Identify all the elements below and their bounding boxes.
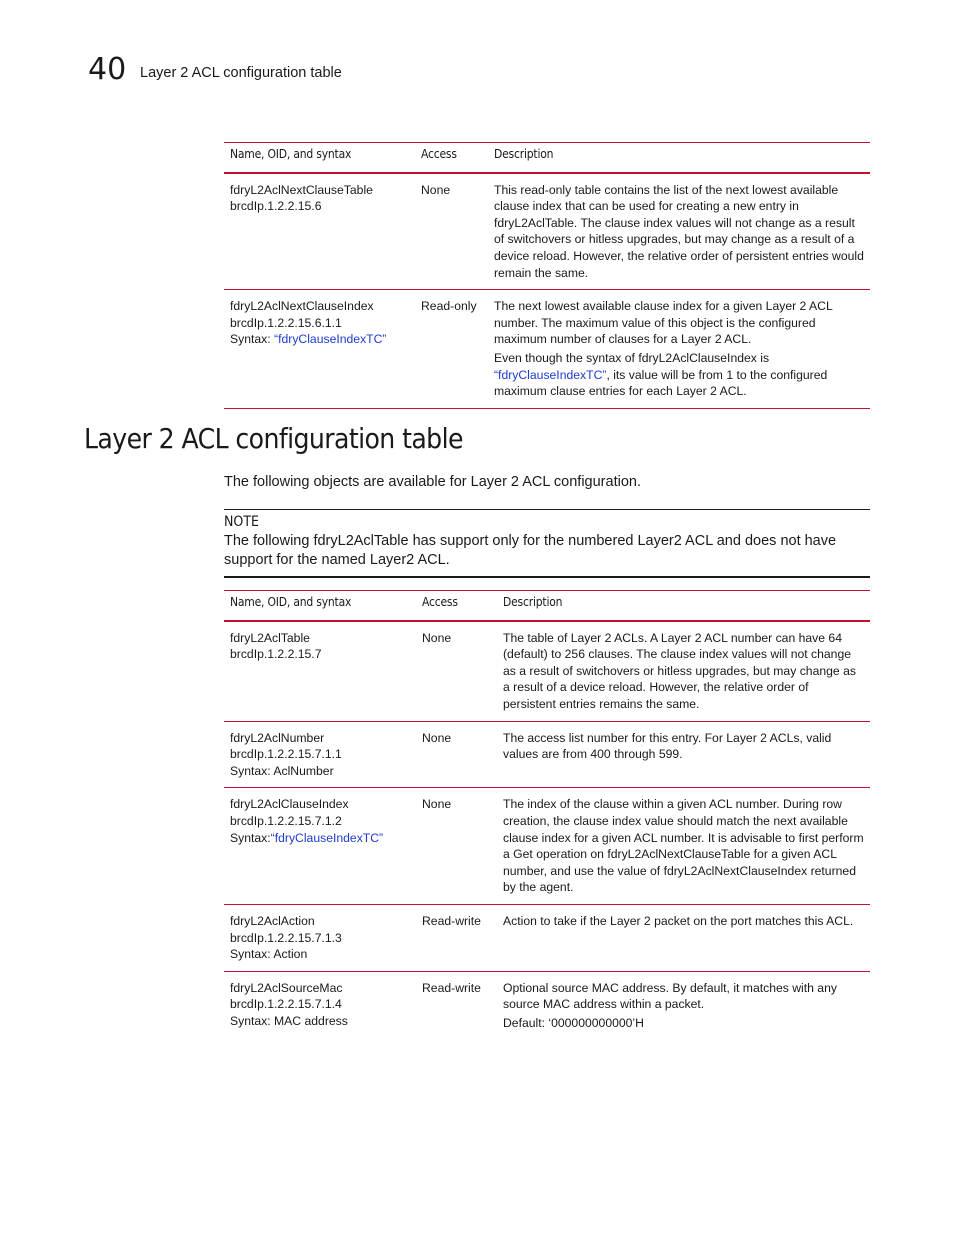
column-header-description: Description (497, 591, 870, 621)
syntax-link[interactable]: “fdryClauseIndexTC” (274, 332, 387, 347)
column-header-description: Description (488, 143, 870, 173)
object-oid: brcdIp.1.2.2.15.7.1.3 (230, 930, 342, 945)
running-header-title: Layer 2 ACL configuration table (140, 65, 342, 81)
object-oid: brcdIp.1.2.2.15.7.1.4 (230, 997, 342, 1012)
description-suffix: , its value will be from 1 to the configured maximum clause entries for each Layer 2 ACL. (494, 367, 828, 399)
object-syntax (230, 830, 410, 847)
table-row (224, 290, 870, 409)
table-row (224, 788, 870, 905)
table-row (224, 971, 870, 1039)
object-syntax: Syntax: MAC address (230, 1013, 348, 1028)
column-header-access: Access (415, 143, 488, 173)
table-row (224, 904, 870, 971)
description-text: The index of the clause within a given ACL number. During row creation, the clause index value should match the next available clause index for a given ACL number. It is advisable to first perform a Get operation on fdryL2AclNextClauseTable for a given ACL number, and use the value of fdryL2AclNextClauseIndex returned by the agent. (503, 797, 864, 895)
chapter-number: 40 (88, 52, 127, 87)
note-text: The following fdryL2AclTable has support only for the numbered Layer2 ACL and does not have support for the named Layer2 ACL. (224, 533, 837, 568)
name-cell (224, 290, 415, 409)
description-text: The table of Layer 2 ACLs. A Layer 2 ACL number can have 64 (default) to 256 clauses. The clause index values will not change as a result of switchovers or hitless upgrades, but may change as a result of a device reload. However, the relative order of persistent entries remains the same. (503, 630, 856, 711)
object-oid: brcdIp.1.2.2.15.7.1.2 (230, 813, 342, 828)
object-name: fdryL2AclClauseIndex (230, 797, 349, 812)
description-cell (488, 173, 870, 290)
description-text: The next lowest available clause index for a given Layer 2 ACL number. The maximum value of this object is the configured maximum number of clauses for a Layer 2 ACL. (494, 299, 833, 347)
column-header-access: Access (416, 591, 497, 621)
description-cell (488, 290, 870, 409)
name-cell (224, 971, 416, 1039)
description-text: Action to take if the Layer 2 packet on the port matches this ACL. (503, 913, 854, 928)
note-box (224, 509, 870, 578)
description-text-secondary (494, 350, 864, 400)
syntax-prefix: Syntax: (230, 332, 275, 347)
name-cell (224, 904, 416, 971)
access-cell: Read-write (416, 904, 497, 971)
name-cell (224, 173, 415, 290)
description-cell (497, 788, 870, 905)
column-header-name: Name, OID, and syntax (224, 591, 416, 621)
object-name: fdryL2AclNumber (230, 730, 325, 745)
object-syntax (230, 331, 409, 348)
description-text: The access list number for this entry. For Layer 2 ACLs, valid values are from 400 through 599. (503, 730, 832, 762)
table-header-row (224, 143, 870, 173)
name-cell (224, 788, 416, 905)
description-link[interactable]: “fdryClauseIndexTC” (494, 367, 607, 382)
description-text: This read-only table contains the list of the next lowest available clause index that can be used for creating a new entry in fdryL2AclTable. The clause index values will not change as a result of switchovers or hitless upgrades, but may change as a result of a device reload. However, the relative order of persistent entries would remain the same. (494, 182, 864, 280)
object-name: fdryL2AclSourceMac (230, 980, 343, 995)
acl-config-table (224, 590, 870, 1039)
description-cell (497, 904, 870, 971)
name-cell (224, 721, 416, 788)
description-cell (497, 721, 870, 788)
object-oid: brcdIp.1.2.2.15.6 (230, 199, 322, 214)
access-cell: None (415, 173, 488, 290)
table-row (224, 621, 870, 721)
object-name: fdryL2AclNextClauseTable (230, 182, 373, 197)
section-heading: Layer 2 ACL configuration table (84, 422, 463, 455)
access-cell: None (416, 621, 497, 721)
description-prefix: Even though the syntax of fdryL2AclClauseIndex is (494, 350, 770, 365)
object-syntax: Syntax: AclNumber (230, 763, 334, 778)
object-name: fdryL2AclNextClauseIndex (230, 299, 374, 314)
note-label: NOTE (224, 514, 259, 530)
name-cell (224, 621, 416, 721)
table-row (224, 173, 870, 290)
object-oid: brcdIp.1.2.2.15.6.1.1 (230, 315, 342, 330)
description-cell (497, 621, 870, 721)
syntax-link[interactable]: “fdryClauseIndexTC” (270, 830, 384, 845)
description-default: Default: ‘000000000000’H (503, 1015, 644, 1030)
section-intro: The following objects are available for Layer 2 ACL configuration. (224, 474, 641, 490)
table-header-row (224, 591, 870, 621)
description-text: Optional source MAC address. By default, it matches with any source MAC address within a packet. (503, 980, 837, 1012)
access-cell: None (416, 788, 497, 905)
object-name: fdryL2AclAction (230, 913, 315, 928)
object-name: fdryL2AclTable (230, 630, 310, 645)
syntax-prefix: Syntax: (230, 830, 271, 845)
access-cell: None (416, 721, 497, 788)
table-row (224, 721, 870, 788)
access-cell: Read-write (422, 980, 481, 995)
access-cell: Read-only (415, 290, 488, 409)
object-syntax: Syntax: Action (230, 947, 308, 962)
object-oid: brcdIp.1.2.2.15.7 (230, 647, 322, 662)
next-clause-table (224, 142, 870, 409)
object-oid: brcdIp.1.2.2.15.7.1.1 (230, 747, 342, 762)
column-header-name: Name, OID, and syntax (224, 143, 415, 173)
description-cell (497, 971, 870, 1039)
